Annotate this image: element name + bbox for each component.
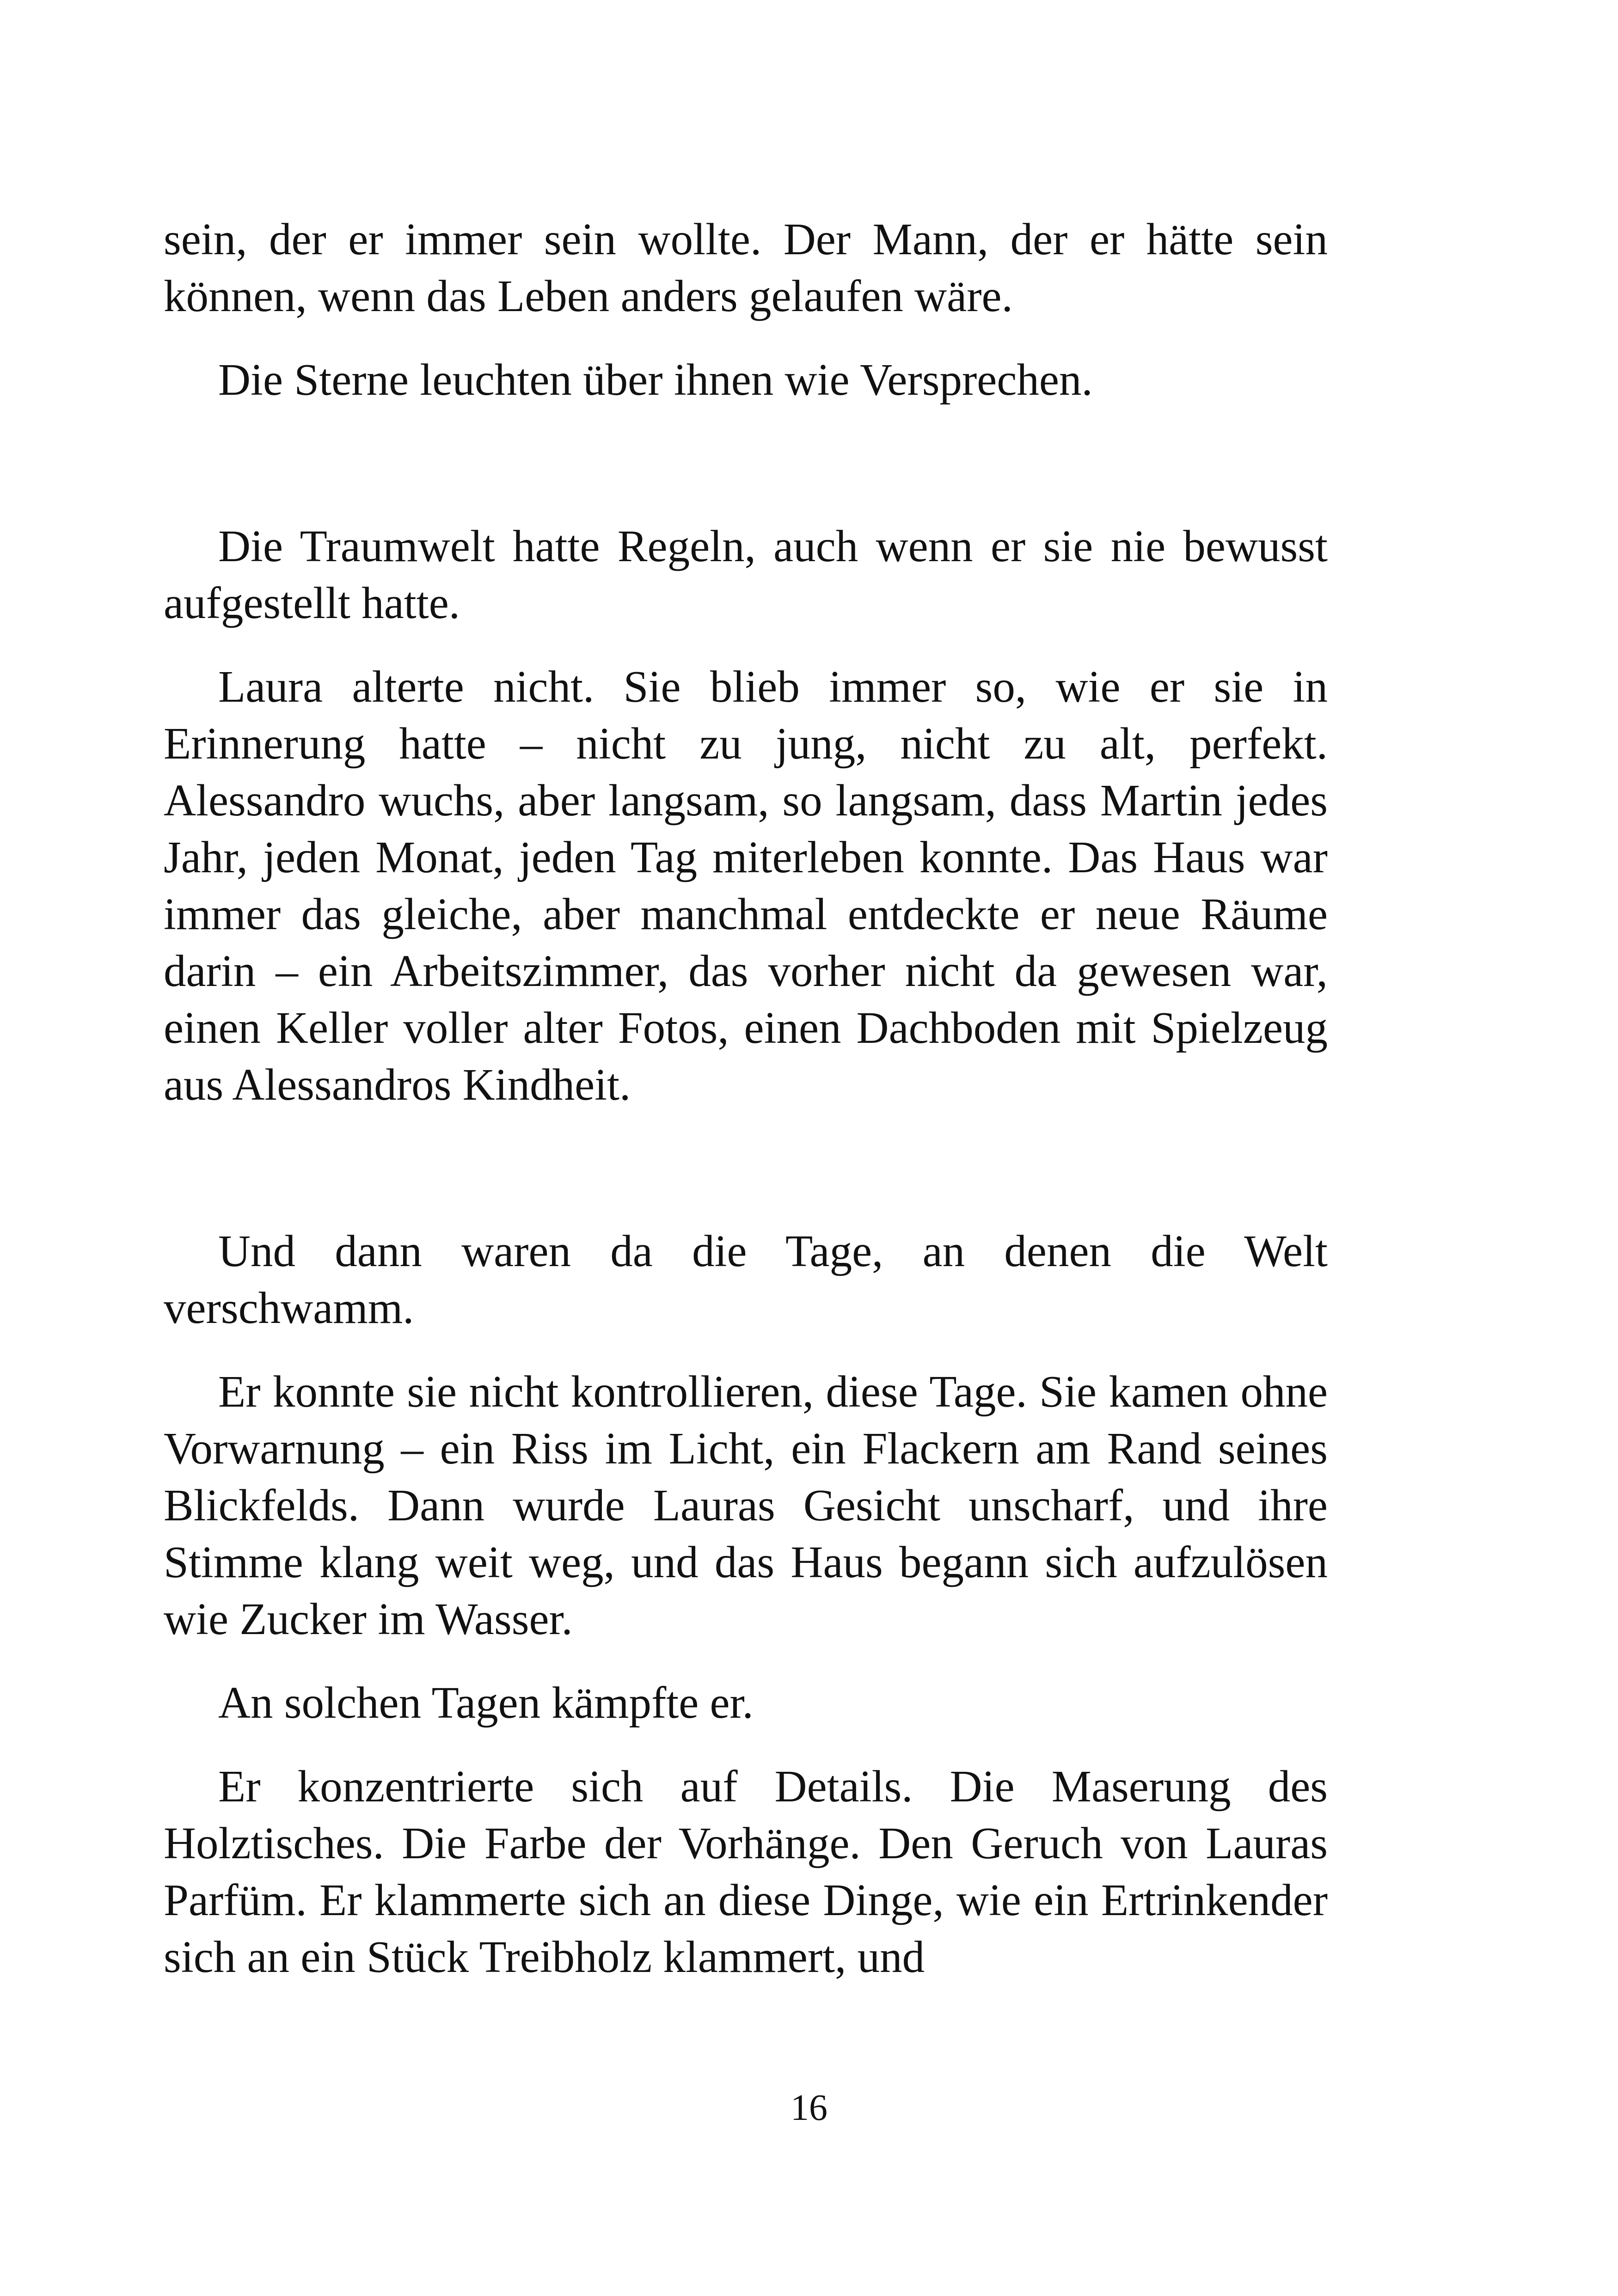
paragraph: Er konnte sie nicht kontrollieren, diese Tage. Sie kamen ohne Vorwarnung – ein Riss im Licht, ein Flackern am Rand seines Blickfelds. Dann wurde Lauras Gesicht unscharf, und ihre Stimme klang weit weg, und das Haus begann sich aufzulösen wie Zucker im Wasser. <box>164 1367 1328 1644</box>
paragraph-scene-start: Die Traumwelt hatte Regeln, auch wenn er sie nie bewusst aufgestellt hatte. <box>164 521 1328 628</box>
paragraph: Die Sterne leuchten über ihnen wie Versprechen. <box>218 355 1093 404</box>
paragraph-continuation: sein, der er immer sein wollte. Der Mann, der er hätte sein können, wenn das Leben anders gelaufen wäre. <box>164 214 1328 321</box>
body-text <box>164 211 1328 1985</box>
paragraph-scene-start: Und dann waren da die Tage, an denen die Welt verschwamm. <box>164 1226 1328 1333</box>
paragraph: Laura alterte nicht. Sie blieb immer so, wie er sie in Erinnerung hatte – nicht zu jung, nicht zu alt, perfekt. Alessandro wuchs, aber langsam, so langsam, dass Martin jedes Jahr, jeden Monat, jeden Tag miterleben konnte. Das Haus war immer das gleiche, aber manchmal entdeckte er neue Räume darin – ein Arbeitszimmer, das vorher nicht da gewesen war, einen Keller voller alter Fotos, einen Dachboden mit Spielzeug aus Alessandros Kindheit. <box>164 662 1328 1109</box>
paragraph: An solchen Tagen kämpfte er. <box>218 1678 754 1727</box>
page-number: 16 <box>791 2088 827 2128</box>
paragraph: Er konzentrierte sich auf Details. Die Maserung des Holztisches. Die Farbe der Vorhänge. Den Geruch von Lauras Parfüm. Er klammerte sich an diese Dinge, wie ein Ertrinkender sich an ein Stück Treibholz klammert, und <box>164 1762 1328 1982</box>
